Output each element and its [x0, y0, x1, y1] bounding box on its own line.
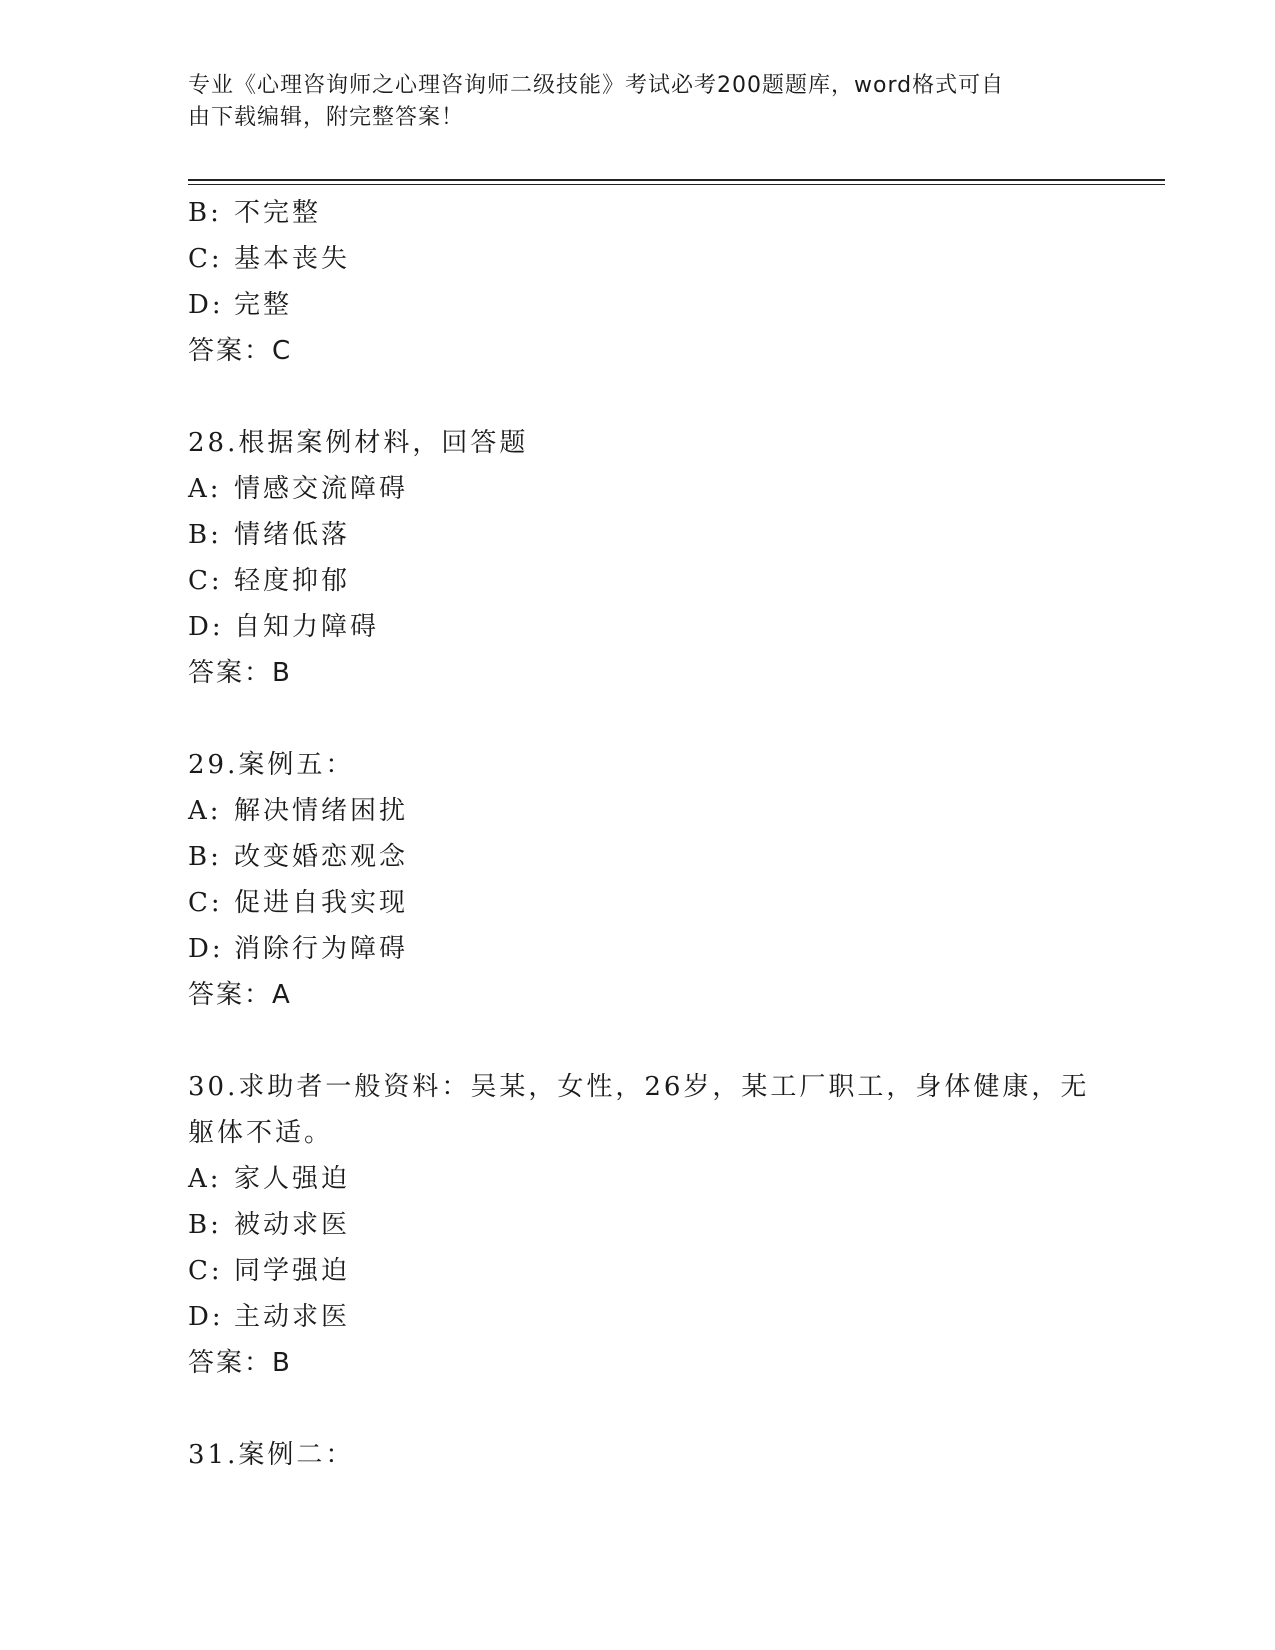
option-letter: B: — [188, 842, 222, 872]
option-c — [188, 558, 1088, 604]
option-letter: A: — [188, 796, 222, 826]
option-text: 不完整 — [234, 198, 322, 228]
option-letter: A: — [188, 474, 222, 504]
option-c — [188, 880, 1088, 926]
option-letter: D: — [188, 290, 224, 320]
question-stem-line-2: 躯体不适。 — [188, 1118, 334, 1148]
document-header — [188, 70, 1068, 134]
spacer — [188, 1018, 1088, 1064]
header-line-1: 专业《心理咨询师之心理咨询师二级技能》考试必考200题题库，word格式可自 — [188, 73, 1005, 98]
option-a — [188, 788, 1088, 834]
option-letter: D: — [188, 934, 224, 964]
question-stem: 28.根据案例材料，回答题 — [188, 428, 529, 458]
option-text: 轻度抑郁 — [234, 566, 351, 596]
option-b — [188, 1202, 1088, 1248]
option-d — [188, 926, 1088, 972]
option-b — [188, 190, 1088, 236]
spacer — [188, 374, 1088, 420]
option-letter: B: — [188, 520, 222, 550]
option-text: 促进自我实现 — [234, 888, 409, 918]
option-text: 情感交流障碍 — [234, 474, 409, 504]
option-d — [188, 282, 1088, 328]
option-text: 基本丧失 — [234, 244, 351, 274]
option-c — [188, 1248, 1088, 1294]
option-letter: A: — [188, 1164, 222, 1194]
question-stem: 31.案例二： — [188, 1440, 355, 1470]
spacer — [188, 1386, 1088, 1432]
option-text: 主动求医 — [234, 1302, 351, 1332]
header-divider-thick — [188, 179, 1165, 181]
answer: 答案：B — [188, 1348, 292, 1378]
answer: 答案：B — [188, 658, 292, 688]
answer: 答案：C — [188, 336, 293, 366]
option-b — [188, 512, 1088, 558]
header-line-2: 由下载编辑，附完整答案！ — [188, 105, 465, 130]
option-text: 情绪低落 — [234, 520, 351, 550]
question-stem: 29.案例五： — [188, 750, 355, 780]
option-d — [188, 604, 1088, 650]
option-letter: C: — [188, 888, 223, 918]
option-letter: D: — [188, 1302, 224, 1332]
option-a — [188, 466, 1088, 512]
question-30 — [188, 1064, 1088, 1386]
header-divider-thin — [188, 184, 1165, 185]
option-text: 同学强迫 — [234, 1256, 351, 1286]
question-31 — [188, 1432, 1088, 1478]
question-list — [188, 190, 1088, 1478]
option-text: 消除行为障碍 — [234, 934, 409, 964]
question-27 — [188, 190, 1088, 374]
question-stem-line-1: 30.求助者一般资料：吴某，女性，26岁，某工厂职工，身体健康，无 — [188, 1072, 1090, 1102]
option-a — [188, 1156, 1088, 1202]
question-29 — [188, 742, 1088, 1018]
option-letter: C: — [188, 1256, 223, 1286]
option-letter: B: — [188, 1210, 222, 1240]
option-text: 被动求医 — [234, 1210, 351, 1240]
option-b — [188, 834, 1088, 880]
option-text: 自知力障碍 — [234, 612, 380, 642]
option-text: 家人强迫 — [234, 1164, 351, 1194]
option-text: 解决情绪困扰 — [234, 796, 409, 826]
answer: 答案：A — [188, 980, 292, 1010]
option-text: 完整 — [234, 290, 293, 320]
option-letter: C: — [188, 244, 223, 274]
option-text: 改变婚恋观念 — [234, 842, 409, 872]
question-28 — [188, 420, 1088, 696]
option-letter: D: — [188, 612, 224, 642]
option-d — [188, 1294, 1088, 1340]
option-c — [188, 236, 1088, 282]
option-letter: B: — [188, 198, 222, 228]
option-letter: C: — [188, 566, 223, 596]
spacer — [188, 696, 1088, 742]
